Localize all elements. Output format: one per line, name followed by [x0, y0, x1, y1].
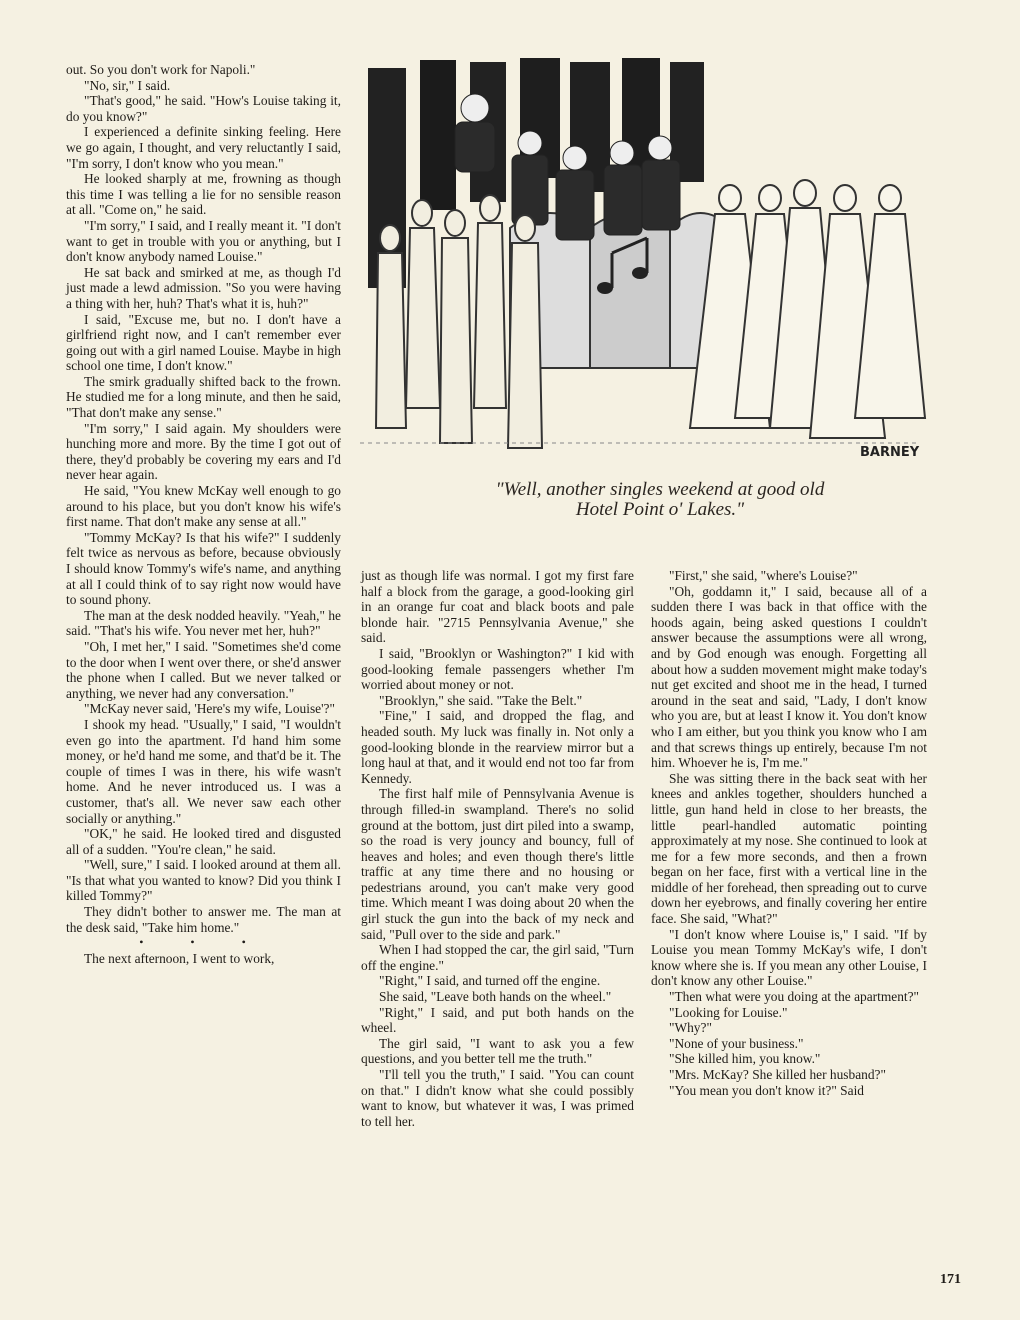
caption-line: Hotel Point o' Lakes." — [575, 499, 745, 520]
page-number: 171 — [940, 1272, 961, 1287]
text-column-1 — [66, 62, 341, 966]
paragraph: "That's good," he said. "How's Louise taking it, do you know?" — [66, 93, 341, 124]
paragraph: They didn't bother to answer me. The man at the desk said, "Take him home." — [66, 904, 341, 935]
paragraph: "Then what were you doing at the apartment?" — [669, 989, 920, 1005]
cartoonist-signature: BARNEY — [860, 445, 920, 460]
paragraph: I experienced a definite sinking feeling. Here we go again, I thought, and very reluctantly I said, "I'm sorry, I don't know who you mean." — [66, 124, 341, 171]
paragraph: "First," she said, "where's Louise?" — [669, 568, 858, 583]
paragraph: "I'm sorry," I said, and I really meant it. "I don't want to get in trouble with you or anything, but I don't know anybody named Louise." — [66, 217, 341, 265]
paragraph: "I'm sorry," I said again. My shoulders were hunching more and more. By the time I got out of there, they'd probably be covering my ears and I'd never hear again. — [66, 420, 341, 483]
paragraph: "Well, sure," I said. I looked around at them all. "Is that what you wanted to know? Did you think I killed Tommy?" — [66, 857, 341, 904]
paragraph: The man at the desk nodded heavily. "Yeah," he said. "That's his wife. You never met her, huh?" — [66, 607, 341, 639]
paragraph: The smirk gradually shifted back to the frown. He studied me for a long minute, and then he said, "That don't make any sense." — [66, 373, 341, 421]
text-column-3 — [651, 568, 927, 1098]
paragraph: "Mrs. McKay? She killed her husband?" — [669, 1067, 886, 1082]
paragraph: When I had stopped the car, the girl said, "Turn off the engine." — [361, 942, 634, 973]
paragraph: I said, "Brooklyn or Washington?" I kid with good-looking female passengers whether I'm worried about money or not. — [361, 645, 634, 693]
paragraph: I said, "Excuse me, but no. I don't have a girlfriend right now, and I can't remember ever going out with a girl named Louise. Maybe in high school one time, I don't know." — [66, 311, 341, 374]
paragraph: "She killed him, you know." — [669, 1051, 821, 1067]
paragraph: out. So you don't work for Napoli." — [66, 62, 256, 77]
text-column-2 — [361, 568, 634, 1129]
paragraph: just as though life was normal. I got my first fare half a block from the garage, a good-looking girl in an orange fur coat and black boots and pale blonde hair. "2715 Pennsylvania Avenue," she said. — [361, 568, 634, 646]
paragraph: She said, "Leave both hands on the wheel." — [379, 989, 612, 1005]
section-break-ornament: • • • — [139, 935, 268, 950]
group-of-women — [690, 180, 925, 438]
paragraph: "Right," I said, and put both hands on the wheel. — [361, 1004, 634, 1036]
cartoon-illustration — [360, 48, 935, 470]
paragraph: I shook my head. "Usually," I said, "I wouldn't even go into the apartment. I'd hand him some money, or he'd hand me some, and that'd be it. The couple of times I was in there, his wife wasn't home. And he never introduced us. I was a customer, that's all. We never saw each other socially or anything." — [66, 716, 341, 826]
bandstand — [510, 213, 732, 368]
paragraph: "I don't know where Louise is," I said. "If by Louise you mean Tommy McKay's wife, I don't know where she is. If you mean any other Louise, I don't know any other Louise." — [651, 926, 927, 989]
paragraph: The next afternoon, I went to work, — [84, 950, 275, 966]
paragraph: "OK," he said. He looked tired and disgusted all of a sudden. "You're clean," he said. — [66, 826, 341, 857]
paragraph: "Why?" — [669, 1020, 712, 1036]
paragraph: The girl said, "I want to ask you a few questions, and you better tell me the truth." — [361, 1035, 634, 1067]
paragraph: "Looking for Louise." — [669, 1004, 788, 1020]
paragraph: "I'll tell you the truth," I said. "You can count on that." I didn't know what she could possibly want to know, but whatever it was, I was primed to tell her. — [361, 1067, 634, 1129]
paragraph: She was sitting there in the back seat with her knees and ankles together, shoulders hunched a little, gun hand held in close to her breasts, the little pearl-handled automatic pointing approximately at my nose. She continued to look at me for a few more seconds, and then a frown began on her face, first with a vertical line in the middle of her forehead, then spreading out to curve down her eyebrows, and finally covering her entire face. She said, "What?" — [651, 770, 927, 927]
paragraph: The first half mile of Pennsylvania Avenue is through filled-in swampland. There's no solid ground at the bottom, just dirt piled into a swamp, so the road is very jouncy and bouncy, full of heaves and holes; and even though there's little traffic at any time there and no housing or pedestrians around, you can't make very good time. Which meant I was doing about 20 when the girl stuck the gun into the back of my neck and said, "Pull over to the side and park." — [361, 786, 634, 942]
paragraph: "McKay never said, 'Here's my wife, Louise'?" — [84, 701, 335, 717]
paragraph: He said, "You knew McKay well enough to go around to his place, but you don't know his wife's first name. That don't make any sense at all." — [66, 483, 341, 530]
paragraph: "Right," I said, and turned off the engine. — [379, 973, 601, 989]
paragraph: "None of your business." — [669, 1035, 804, 1051]
paragraph: He sat back and smirked at me, as though I'd just made a lewd admission. "So you were having a thing with her, huh? That's what it is, huh?" — [66, 264, 341, 311]
paragraph: "Oh, goddamn it," I said, because all of a sudden there I was back in that office with the hoods again, being asked questions I couldn't answer because the assumptions were all wrong, and by God enough was enough. Forgetting all about how a sudden movement might make today's nut get excited and shoot me in the head, I turned around in the seat and said, "Lady, I don't know who you are, but at least I know it. You don't know who I am either, but you think you know who I am and that screws things up entirely, because I'm not him. Whoever he is, I'm me." — [651, 583, 927, 771]
paragraph: "You mean you don't know it?" Said — [669, 1082, 864, 1098]
paragraph: "Brooklyn," she said. "Take the Belt." — [379, 692, 583, 708]
cartoon-caption — [380, 480, 940, 520]
paragraph: "No, sir," I said. — [84, 77, 171, 93]
paragraph: "Oh, I met her," I said. "Sometimes she'd come to the door when I went over there, or she'd answer the phone when I called. But we never talked or anything, we never had any conversation." — [66, 638, 341, 701]
paragraph: He looked sharply at me, frowning as though this time I was telling a lie for no sensible reason at all. "Come on," he said. — [66, 171, 341, 218]
paragraph: "Tommy McKay? Is that his wife?" I suddenly felt twice as nervous as before, because obviously I should know Tommy's wife's name, and anything at all I could think of to say right now would have to sound phony. — [66, 529, 341, 608]
paragraph: "Fine," I said, and dropped the flag, and headed south. My luck was finally in. Not only a good-looking blonde in the rearview mirror but a long haul at that, and it would end not too far from Kennedy. — [361, 708, 634, 786]
caption-line: "Well, another singles weekend at good old — [495, 479, 825, 500]
